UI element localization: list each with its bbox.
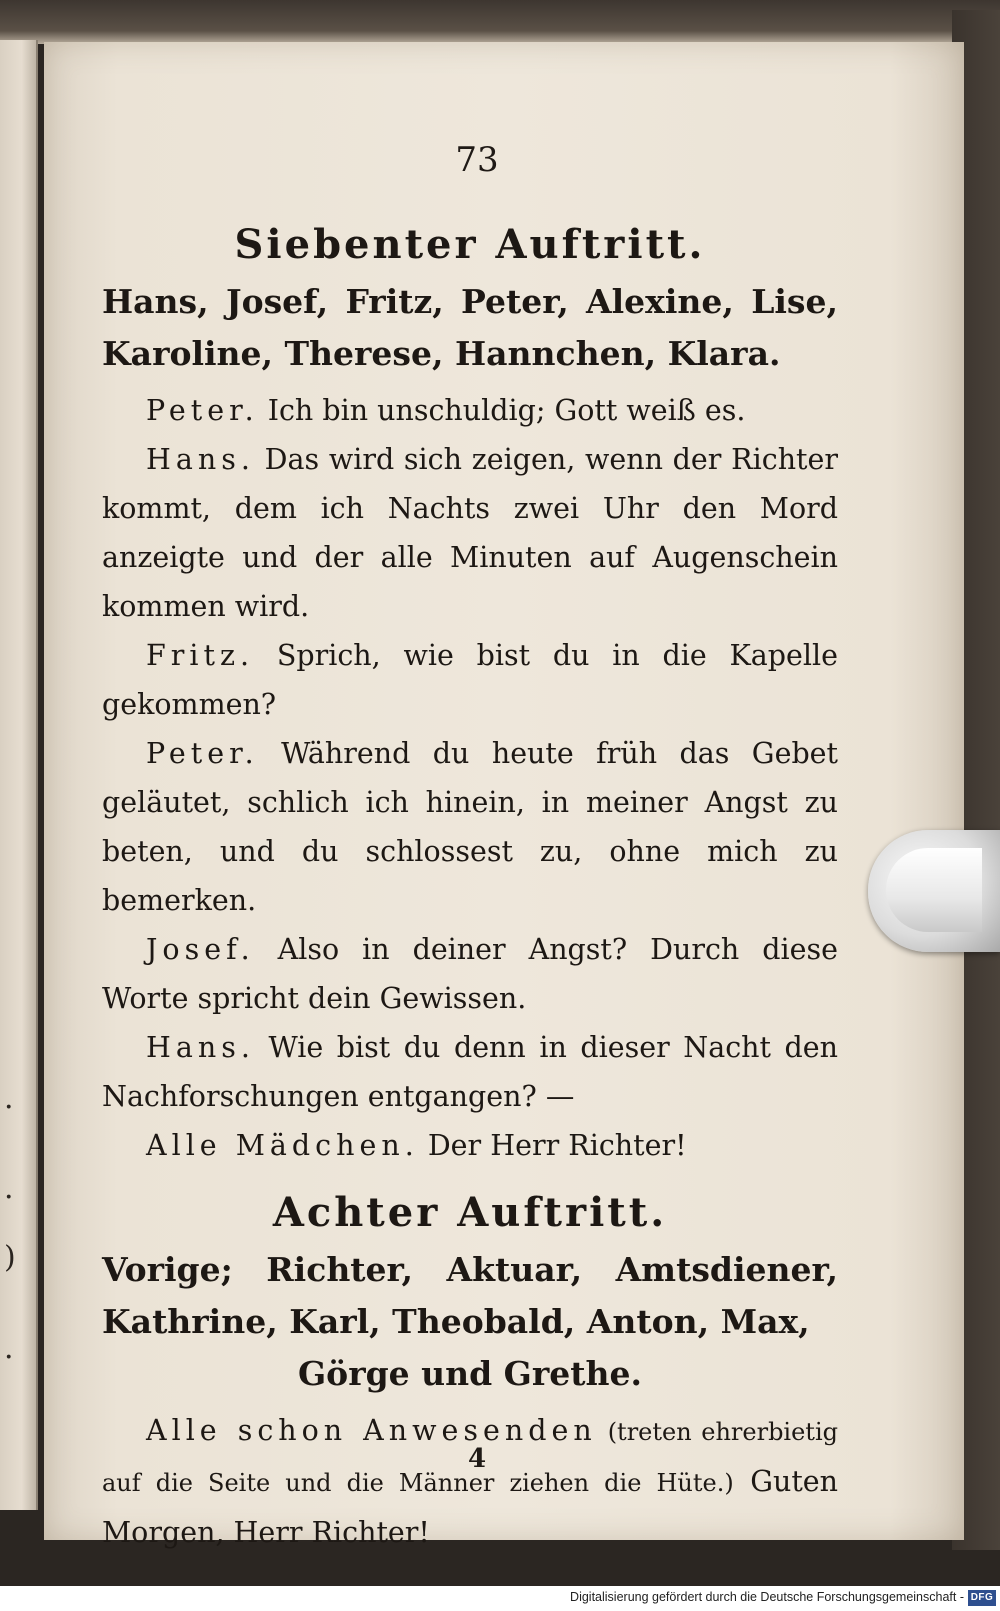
speech-text: Der Herr Richter! (427, 1129, 687, 1162)
dialogue-line (102, 729, 838, 925)
previous-page-fragment: · (4, 1340, 14, 1375)
speech-text: Während du heute früh das Gebet geläutet, schlich ich hinein, in meiner Angst zu beten, und du schlossest zu, ohne mich zu bemerken. (102, 737, 839, 917)
scene-7-cast: Hans, Josef, Fritz, Peter, Alexine, Lise, Karoline, Therese, Hannchen, Klara. (102, 282, 838, 373)
book-top-edge (0, 0, 1000, 44)
page-clip-highlight (886, 848, 982, 932)
dialogue-line (102, 1121, 838, 1170)
dfg-logo-icon: DFG (968, 1590, 996, 1606)
previous-page-fragment: · (4, 1180, 14, 1215)
speaker-name: Alle Mädchen. (146, 1129, 419, 1162)
dialogue-line (102, 1406, 838, 1557)
dialogue-line (102, 386, 838, 435)
speaker-name: Hans. (146, 443, 255, 476)
scene-8-cast-line-1: Vorige; Richter, Aktuar, Amtsdiener, Kathrine, Karl, Theobald, Anton, Max, (102, 1250, 838, 1341)
dialogue-line (102, 435, 838, 631)
speaker-name: Peter. (146, 394, 259, 427)
previous-page-fragment: ) (4, 1240, 16, 1275)
book-page (44, 42, 964, 1549)
speech-text: Sprich, wie bist du in die Kapelle gekommen? (102, 639, 838, 721)
scene-8-heading: Achter Auftritt. (272, 1189, 668, 1236)
funding-credit: Digitalisierung gefördert durch die Deutsche Forschungsgemeinschaft - (570, 1590, 964, 1604)
speaker-name: Fritz. (146, 639, 255, 672)
dialogue-line (102, 1023, 838, 1121)
speech-text: Also in deiner Angst? Durch diese Worte spricht dein Gewissen. (102, 933, 838, 1015)
page-clip (868, 830, 1000, 952)
speaker-name: Peter. (146, 737, 259, 770)
speech-text: Guten Morgen, Herr Richter! (102, 1465, 838, 1549)
previous-page-fragment: · (4, 1090, 14, 1125)
dialogue-line (102, 925, 838, 1023)
page-number: 73 (455, 140, 499, 180)
speaker-name: Hans. (146, 1031, 255, 1064)
digitization-footer (0, 1586, 1000, 1611)
scene-8-cast-line-2: Görge und Grethe. (298, 1354, 642, 1393)
speaker-name: Alle schon Anwesenden (146, 1414, 597, 1447)
speech-text: Das wird sich zeigen, wenn der Richter kommt, dem ich Nachts zwei Uhr den Mord anzeigte und der alle Minuten auf Augenschein kommen wird. (102, 443, 838, 623)
previous-page-edge (0, 40, 38, 1510)
speech-text: Wie bist du denn in dieser Nacht den Nachforschungen entgangen? — (102, 1031, 838, 1113)
stage-direction: (treten ehrerbietig auf die Seite und die Männer ziehen die Hüte.) (102, 1418, 838, 1497)
dialogue-line (102, 631, 838, 729)
page-text (102, 214, 838, 1557)
speaker-name: Josef. (146, 933, 255, 966)
scene-7-heading: Siebenter Auftritt. (234, 221, 706, 268)
signature-mark: 4 (467, 1444, 487, 1474)
speech-text: Ich bin unschuldig; Gott weiß es. (267, 394, 746, 427)
